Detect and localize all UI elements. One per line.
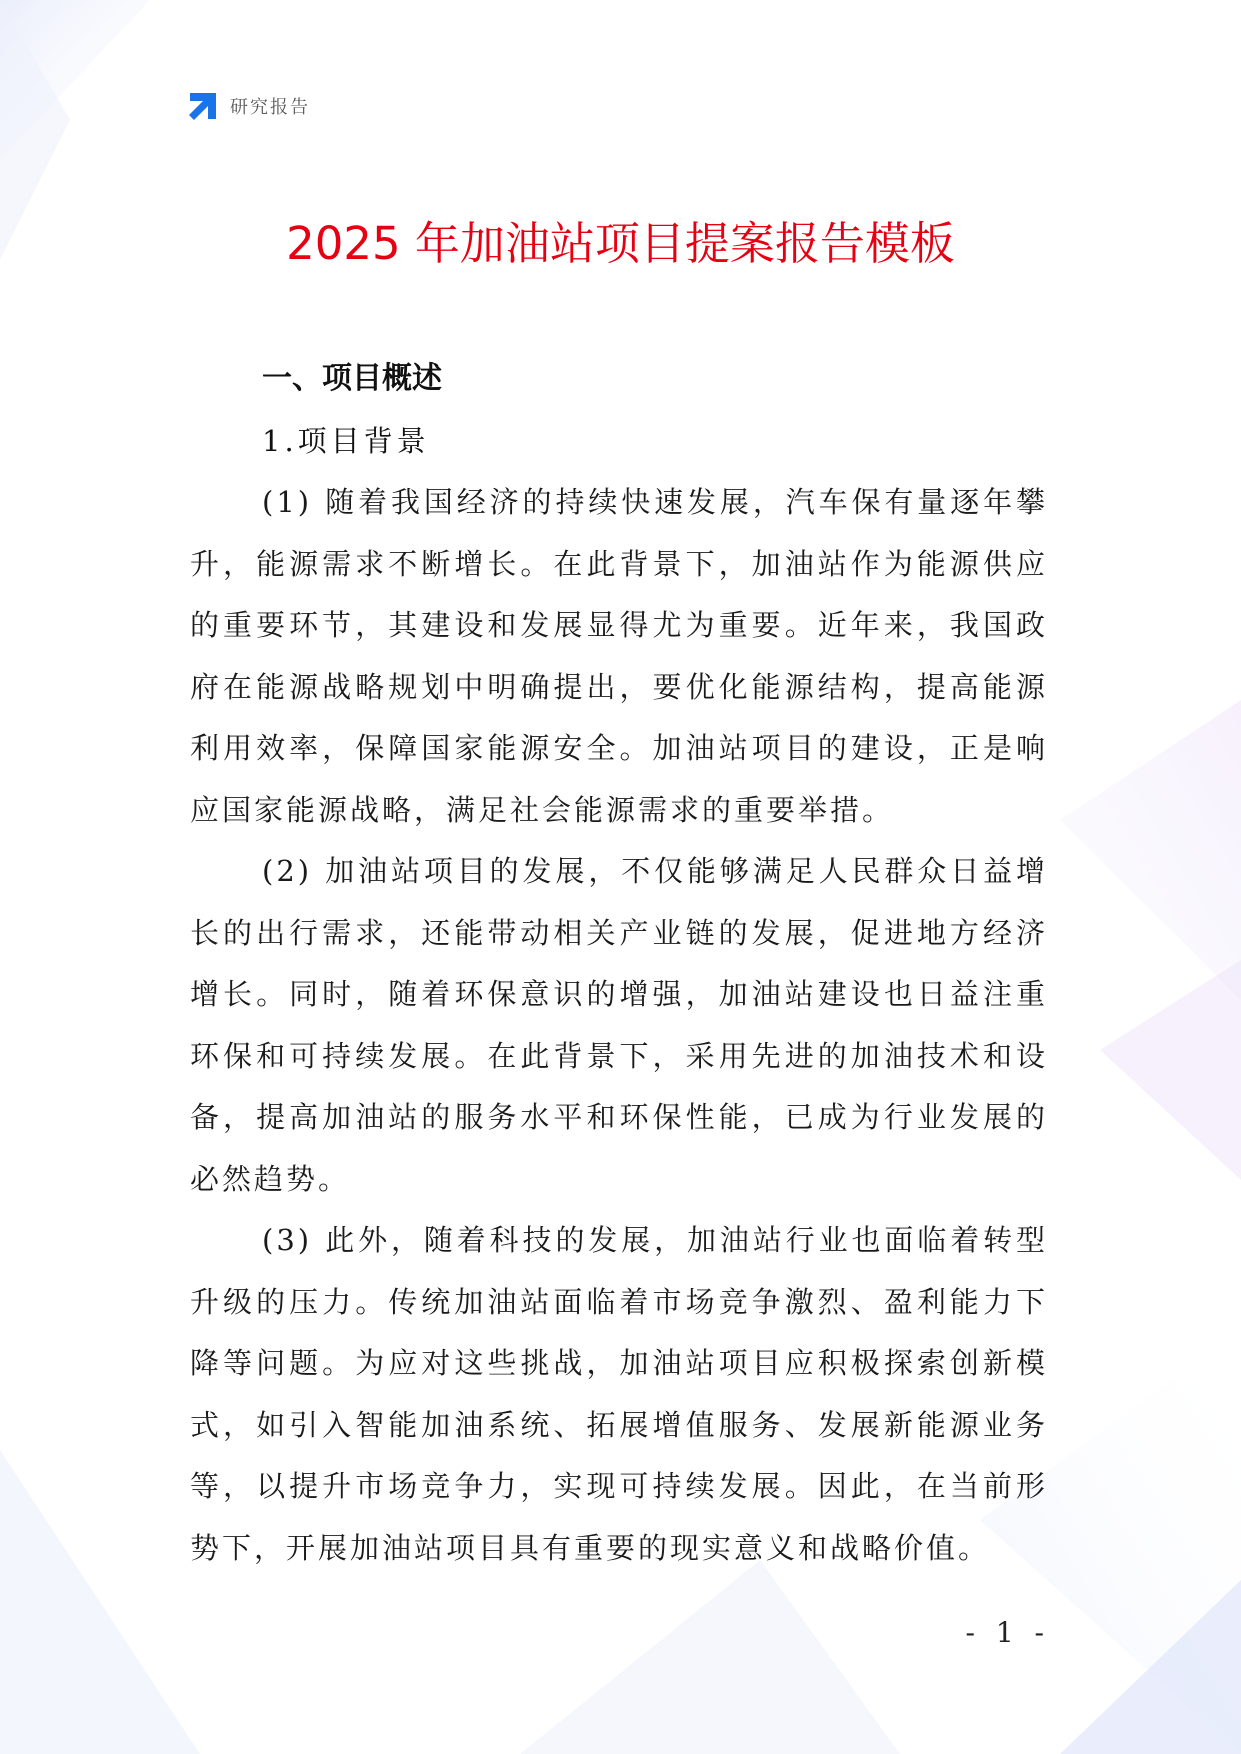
report-header bbox=[186, 88, 310, 124]
bg-shape-bottom-left bbox=[0, 1450, 200, 1754]
diagonal-arrow-logo-icon bbox=[186, 89, 220, 123]
bg-shape-bottom-mid bbox=[520, 1560, 900, 1754]
document-title: 2025 年加油站项目提案报告模板 bbox=[286, 217, 955, 270]
section-heading: 一、项目概述 bbox=[262, 361, 442, 396]
subsection-heading: 1.项目背景 bbox=[262, 424, 430, 458]
paragraph-1: (1) 随着我国经济的持续快速发展，汽车保有量逐年攀升，能源需求不断增长。在此背景下，加油站作为能源供应的重要环节，其建设和发展显得尤为重要。近年来，我国政府在能源战略规划中明确提出，要优化能源结构，提高能源利用效率，保障国家能源安全。加油站项目的建设，正是响应国家能源战略，满足社会能源需求的重要举措。 bbox=[190, 485, 1048, 827]
brand-label: 研究报告 bbox=[230, 97, 310, 118]
document-body bbox=[190, 348, 1048, 1579]
paragraph-2: (2) 加油站项目的发展，不仅能够满足人民群众日益增长的出行需求，还能带动相关产业链的发展，促进地方经济增长。同时，随着环保意识的增强，加油站建设也日益注重环保和可持续发展。在此背景下，采用先进的加油技术和设备，提高加油站的服务水平和环保性能，已成为行业发展的必然趋势。 bbox=[190, 854, 1048, 1196]
bg-shape-right-mid-2 bbox=[1100, 960, 1241, 1180]
paragraph-3: (3) 此外，随着科技的发展，加油站行业也面临着转型升级的压力。传统加油站面临着市场竞争激烈、盈利能力下降等问题。为应对这些挑战，加油站项目应积极探索创新模式，如引入智能加油系统、拓展增值服务、发展新能源业务等，以提升市场竞争力，实现可持续发展。因此，在当前形势下，开展加油站项目具有重要的现实意义和战略价值。 bbox=[190, 1223, 1048, 1565]
bg-shape-right-mid bbox=[1060, 700, 1241, 1000]
page-number: - 1 - bbox=[965, 1616, 1050, 1649]
